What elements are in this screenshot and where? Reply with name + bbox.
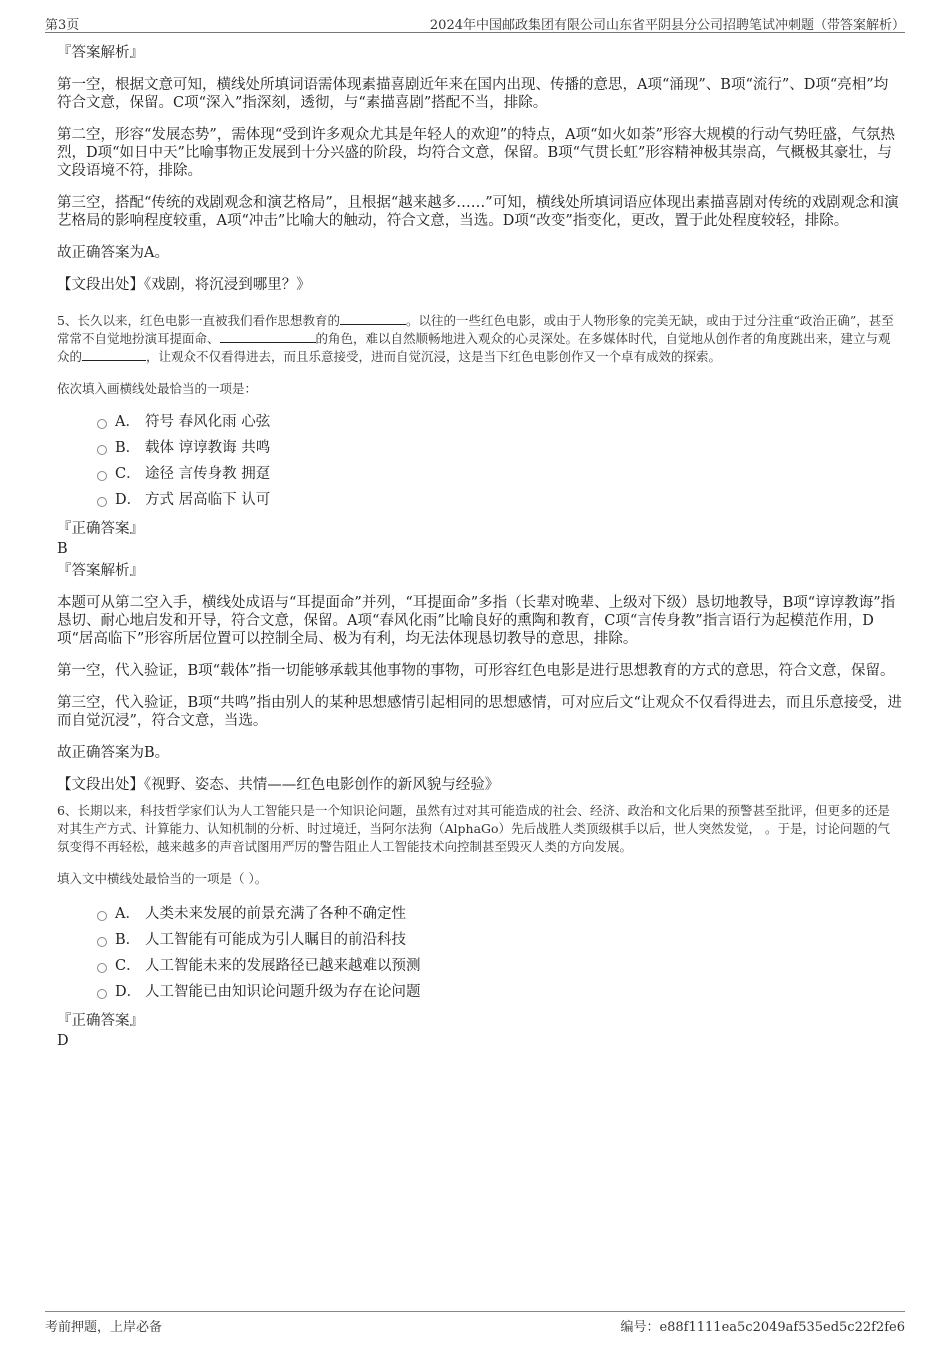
- analysis-paragraph: 第一空，代入验证，B项“载体”指一切能够承载其他事物的事物，可形容红色电影是进行思想教育的方式的意思，符合文意，保留。: [57, 663, 895, 679]
- question-prompt: 填入文中横线处最恰当的一项是（ ）。: [57, 871, 268, 886]
- footer-slogan: 考前押题，上岸必备: [45, 1320, 163, 1335]
- option-b[interactable]: B． 人工智能有可能成为引人瞩目的前沿科技: [97, 930, 902, 956]
- option-b[interactable]: B． 载体 谆谆教诲 共鸣: [97, 438, 902, 464]
- answer-blank: [340, 312, 406, 325]
- correct-answer-label: 『正确答案』: [57, 521, 144, 537]
- correct-answer-label: 『正确答案』: [57, 1013, 144, 1029]
- analysis-paragraph: 第三空，搭配“传统的戏剧观念和演艺格局”，且根据“越来越多……”可知，横线处所填词语应体现出素描喜剧对传统的戏剧观念和演艺格局的影响程度较重，A项“冲击”比喻大的触动，符合文意，当选。D项“改变”指变化，更改，置于此处程度较轻，排除。: [57, 195, 899, 229]
- answer-blank: [220, 330, 316, 343]
- analysis-conclusion: 故正确答案为A。: [57, 245, 169, 261]
- document-title: 2024年中国邮政集团有限公司山东省平阴县分公司招聘笔试冲刺题（带答案解析）: [429, 18, 905, 33]
- analysis-conclusion: 故正确答案为B。: [57, 745, 170, 761]
- radio-icon[interactable]: [97, 497, 107, 507]
- analysis-paragraph: 本题可从第二空入手，横线处成语与“耳提面命”并列，“耳提面命”多指（长辈对晚辈、上级对下级）恳切地教导，B项“谆谆教诲”指恳切、耐心地启发和开导，符合文意，保留。A项“春风化雨”比喻良好的熏陶和教育，C项“言传身教”指言语行为起模范作用，D项“居高临下”形容所居位置可以控制全局、极为有利，均无法体现恳切教导的意思，排除。: [57, 595, 896, 647]
- radio-icon[interactable]: [97, 911, 107, 921]
- analysis-paragraph: 第二空，形容“发展态势”，需体现“受到许多观众尤其是年轻人的欢迎”的特点，A项“如火如荼”形容大规模的行动气势旺盛，气氛热烈，D项“如日中天”比喻事物正发展到十分兴盛的阶段，均符合文意，保留。B项“气贯长虹”形容精神极其崇高，气概极其豪壮，与文段语境不符，排除。: [57, 127, 895, 179]
- radio-icon[interactable]: [97, 989, 107, 999]
- analysis-label: 『答案解析』: [57, 563, 144, 579]
- radio-icon[interactable]: [97, 937, 107, 947]
- page-number: 第3页: [45, 18, 80, 33]
- document-id: 编号：e88f1111ea5c2049af535ed5c22f2fe6: [620, 1320, 905, 1335]
- question-prompt: 依次填入画横线处最恰当的一项是：: [57, 381, 258, 396]
- analysis-label: 『答案解析』: [57, 45, 144, 61]
- page-footer: [45, 1311, 905, 1336]
- option-c[interactable]: C． 人工智能未来的发展路径已越来越难以预测: [97, 956, 902, 982]
- option-d[interactable]: D． 人工智能已由知识论问题升级为存在论问题: [97, 982, 902, 1008]
- option-c[interactable]: C． 途径 言传身教 拥趸: [97, 464, 902, 490]
- analysis-paragraph: 第三空，代入验证，B项“共鸣”指由别人的某种思想感情引起相同的思想感情，可对应后文“让观众不仅看得进去，而且乐意接受，进而自觉沉浸”，符合文意，当选。: [57, 695, 902, 729]
- radio-icon[interactable]: [97, 419, 107, 429]
- question-5-options: [97, 412, 902, 516]
- question-6-text: 6、长期以来，科技哲学家们认为人工智能只是一个知识论问题，虽然有过对其可能造成的社会、经济、政治和文化后果的预警甚至批评，但更多的还是对其生产方式、计算能力、认知机制的分析、时过境迁，当阿尔法狗（AlphaGo）先后战胜人类顶级棋手以后，世人突然发觉， 。于是，讨论问题的气氛变得不再轻松，越来越多的声音试图用严厉的警告阻止人工智能技术向控制甚至毁灭人类的方向发展。: [57, 803, 891, 854]
- analysis-paragraph: 第一空，根据文意可知，横线处所填词语需体现素描喜剧近年来在国内出现、传播的意思，A项“涌现”、B项“流行”、D项“亮相”均符合文意，保留。C项“深入”指深刻，透彻，与“素描喜剧”搭配不当，排除。: [57, 77, 889, 111]
- correct-answer: D: [57, 1033, 69, 1049]
- radio-icon[interactable]: [97, 471, 107, 481]
- question-6-options: [97, 904, 902, 1008]
- answer-blank: [82, 348, 146, 361]
- page-header: [45, 12, 905, 33]
- passage-source: 【文段出处】《视野、姿态、共情——红色电影创作的新风貌与经验》: [57, 777, 500, 793]
- passage-source: 【文段出处】《戏剧，将沉浸到哪里？》: [57, 277, 311, 293]
- option-a[interactable]: A． 符号 春风化雨 心弦: [97, 412, 902, 438]
- option-a[interactable]: A． 人类未来发展的前景充满了各种不确定性: [97, 904, 902, 930]
- correct-answer: B: [57, 541, 68, 557]
- radio-icon[interactable]: [97, 963, 107, 973]
- radio-icon[interactable]: [97, 445, 107, 455]
- question-5-text: 5、长久以来，红色电影一直被我们看作思想教育的 。以往的一些红色电影，或由于人物形象的完美无缺，或由于过分注重“政治正确”，甚至常常不自觉地扮演耳提面命、 的角色，难以自然顺畅地进入观众的心灵深处。在多媒体时代，自觉地从创作者的角度跳出来，建立与观众的 ，让观众不仅看得进去，而且乐意接受，进而自觉沉浸，这是当下红色电影创作又一个卓有成效的探索。: [57, 313, 894, 364]
- option-d[interactable]: D． 方式 居高临下 认可: [97, 490, 902, 516]
- page-content: [57, 44, 902, 1052]
